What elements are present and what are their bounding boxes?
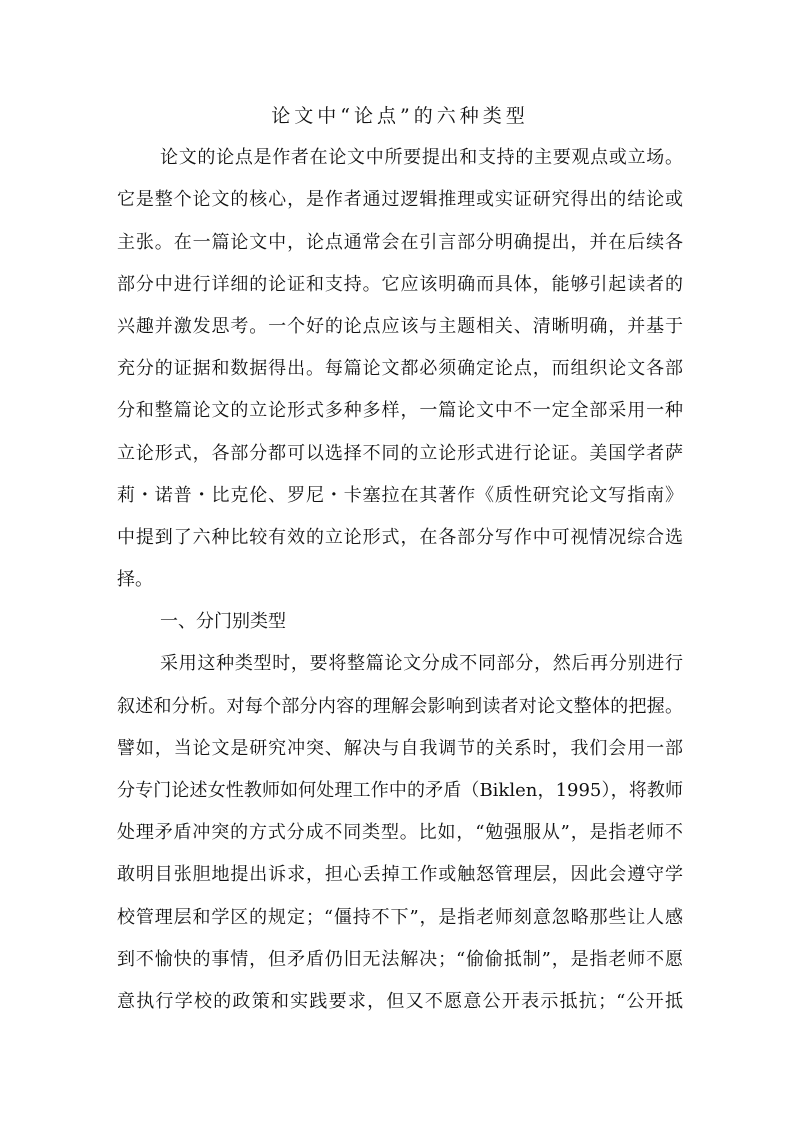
document-title: 论文中“论点”的六种类型 — [271, 105, 529, 127]
paragraph-line: 论文的论点是作者在论文中所要提出和支持的主要观点或立场。 — [160, 147, 683, 169]
paragraph-line: 采用这种类型时，要将整篇论文分成不同部分，然后再分别进行 — [160, 653, 683, 675]
paragraph-line: 中提到了六种比较有效的立论形式，在各部分写作中可视情况综合选 — [117, 526, 683, 548]
paragraph-line: 到不愉快的事情，但矛盾仍旧无法解决；“偷偷抵制”，是指老师不愿 — [117, 948, 683, 970]
paragraph-line: 叙述和分析。对每个部分内容的理解会影响到读者对论文整体的把握。 — [117, 695, 683, 717]
paragraph-line: 分和整篇论文的立论形式多种多样，一篇论文中不一定全部采用一种 — [117, 400, 683, 422]
intro-paragraph — [117, 137, 683, 601]
paragraph-line: 它是整个论文的核心，是作者通过逻辑推理或实证研究得出的结论或 — [117, 189, 683, 211]
paragraph-line: 处理矛盾冲突的方式分成不同类型。比如，“勉强服从”，是指老师不 — [117, 822, 683, 844]
paragraph-line: 莉・诺普・比克伦、罗尼・卡塞拉在其著作《质性研究论文写指南》 — [117, 484, 683, 506]
paragraph-line: 兴趣并激发思考。一个好的论点应该与主题相关、清晰明确，并基于 — [117, 315, 683, 337]
paragraph-line: 主张。在一篇论文中，论点通常会在引言部分明确提出，并在后续各 — [117, 231, 683, 253]
paragraph-line: 立论形式，各部分都可以选择不同的立论形式进行论证。美国学者萨 — [117, 442, 683, 464]
paragraph-line: 敢明目张胆地提出诉求，担心丢掉工作或触怒管理层，因此会遵守学 — [117, 864, 683, 886]
paragraph-line: 择。 — [117, 569, 153, 591]
document-page — [117, 95, 683, 1023]
paragraph-line: 譬如，当论文是研究冲突、解决与自我调节的关系时，我们会用一部 — [117, 737, 683, 759]
section-heading: 一、分门别类型 — [160, 611, 286, 633]
paragraph-line: 意执行学校的政策和实践要求，但又不愿意公开表示抵抗；“公开抵 — [117, 990, 683, 1012]
paragraph-line: 部分中进行详细的论证和支持。它应该明确而具体，能够引起读者的 — [117, 273, 683, 295]
paragraph-line: 充分的证据和数据得出。每篇论文都必须确定论点，而组织论文各部 — [117, 358, 683, 380]
paragraph-line: 分专门论述女性教师如何处理工作中的矛盾（Biklen，1995），将教师 — [117, 780, 683, 801]
section-paragraph — [117, 643, 683, 1023]
paragraph-line: 校管理层和学区的规定；“僵持不下”，是指老师刻意忽略那些让人感 — [117, 906, 683, 928]
